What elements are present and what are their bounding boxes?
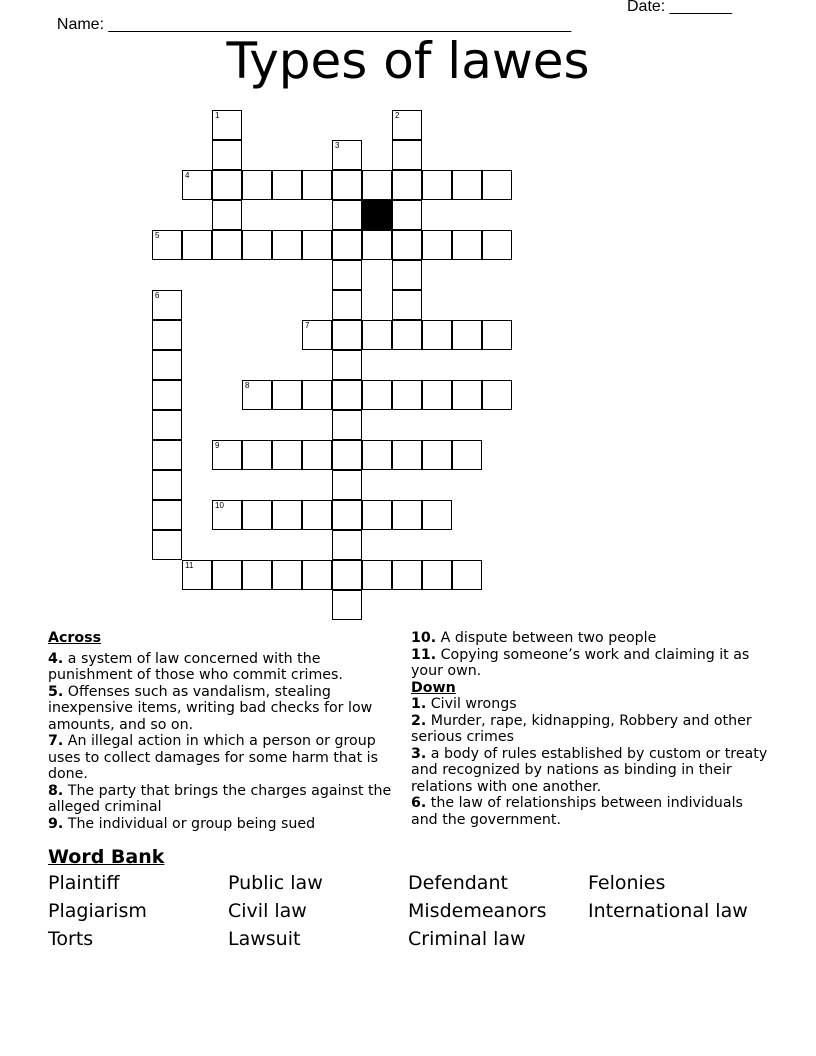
crossword-cell[interactable] [212, 440, 242, 470]
crossword-cell[interactable] [212, 500, 242, 530]
clues-right-column [411, 630, 771, 828]
crossword-cell[interactable] [152, 410, 182, 440]
clue-item [48, 783, 393, 816]
clue-number: 2 [395, 111, 400, 120]
word-bank-item: Plaintiff [48, 872, 120, 894]
crossword-cell[interactable] [332, 500, 362, 530]
crossword-cell[interactable] [242, 170, 272, 200]
crossword-cell[interactable] [182, 560, 212, 590]
clue-item [48, 816, 393, 833]
crossword-cell[interactable] [212, 170, 242, 200]
clue-item [411, 746, 771, 796]
clue-number: 3 [335, 141, 340, 150]
clue-item-number: 4. [48, 650, 64, 667]
clue-item-text: Copying someone’s work and claiming it as your own. [411, 646, 750, 679]
clue-item-number: 5. [48, 683, 64, 700]
clue-number: 8 [245, 381, 250, 390]
crossword-cell[interactable] [392, 320, 422, 350]
clue-item-text: The party that brings the charges against the alleged criminal [48, 782, 392, 815]
clue-number: 9 [215, 441, 220, 450]
crossword-cell[interactable] [182, 170, 212, 200]
clue-item [48, 733, 393, 783]
word-bank-item: Torts [48, 928, 94, 950]
crossword-cell[interactable] [212, 110, 242, 140]
crossword-cell[interactable] [272, 500, 302, 530]
crossword-cell[interactable] [392, 260, 422, 290]
clue-item-text: Offenses such as vandalism, stealing inexpensive items, writing bad checks for low amounts, and so on. [48, 683, 373, 733]
clue-item-text: the law of relationships between individuals and the government. [411, 795, 743, 828]
crossword-cell[interactable] [302, 230, 332, 260]
word-bank-item: International law [588, 900, 748, 922]
crossword-cell[interactable] [392, 440, 422, 470]
clue-number: 4 [185, 171, 190, 180]
name-blank[interactable]: ____________________________________________________ [108, 16, 572, 33]
crossword-cell[interactable] [332, 320, 362, 350]
crossword-cell[interactable] [242, 440, 272, 470]
clue-item [411, 647, 771, 680]
crossword-cell[interactable] [332, 380, 362, 410]
crossword-cell[interactable] [152, 440, 182, 470]
crossword-cell[interactable] [212, 560, 242, 590]
crossword-cell[interactable] [452, 560, 482, 590]
clue-item-number: 9. [48, 815, 64, 832]
word-bank-item: Public law [228, 872, 323, 894]
word-bank-title: Word Bank [48, 846, 165, 868]
crossword-cell[interactable] [332, 350, 362, 380]
crossword-cell[interactable] [422, 170, 452, 200]
clues-left-column [48, 630, 393, 832]
crossword-cell[interactable] [272, 560, 302, 590]
crossword-cell[interactable] [212, 140, 242, 170]
clue-number: 6 [155, 291, 160, 300]
crossword-cell[interactable] [392, 560, 422, 590]
page-title: Types of lawes [226, 32, 590, 90]
clue-item-text: Civil wrongs [426, 696, 517, 712]
crossword-cell[interactable] [272, 380, 302, 410]
crossword-cell[interactable] [392, 500, 422, 530]
crossword-cell[interactable] [452, 440, 482, 470]
crossword-cell[interactable] [302, 170, 332, 200]
down-clue-list [411, 696, 771, 828]
crossword-cell[interactable] [422, 440, 452, 470]
crossword-cell[interactable] [272, 230, 302, 260]
word-bank-item: Misdemeanors [408, 900, 547, 922]
crossword-cell[interactable] [452, 170, 482, 200]
crossword-cell[interactable] [242, 230, 272, 260]
down-heading: Down [411, 679, 456, 696]
word-bank-item: Felonies [588, 872, 666, 894]
crossword-cell[interactable] [152, 230, 182, 260]
crossword-cell[interactable] [452, 320, 482, 350]
clue-item [411, 795, 771, 828]
across-clue-list [48, 651, 393, 833]
word-bank-item: Defendant [408, 872, 508, 894]
crossword-cell[interactable] [332, 410, 362, 440]
clue-item [48, 651, 393, 684]
crossword-cell[interactable] [302, 440, 332, 470]
word-bank-item: Plagiarism [48, 900, 147, 922]
clue-item-number: 10. [411, 630, 437, 646]
crossword-cell[interactable] [362, 500, 392, 530]
crossword-cell[interactable] [212, 200, 242, 230]
crossword-cell[interactable] [302, 380, 332, 410]
clue-number: 10 [215, 501, 224, 510]
crossword-cell[interactable] [272, 170, 302, 200]
clue-item [411, 713, 771, 746]
crossword-cell[interactable] [332, 590, 362, 620]
name-label: Name: [56, 16, 109, 33]
clue-item [411, 630, 771, 647]
word-bank-item: Criminal law [408, 928, 526, 950]
crossword-cell[interactable] [362, 440, 392, 470]
crossword-cell[interactable] [392, 110, 422, 140]
date-blank[interactable]: _______ [669, 0, 732, 15]
crossword-cell[interactable] [392, 200, 422, 230]
crossword-cell[interactable] [332, 560, 362, 590]
crossword-cell[interactable] [152, 290, 182, 320]
crossword-cell[interactable] [152, 500, 182, 530]
crossword-cell[interactable] [152, 470, 182, 500]
clue-item-number: 1. [411, 696, 427, 712]
clue-item-number: 2. [411, 712, 427, 729]
clue-item-text: An illegal action in which a person or group uses to collect damages for some harm that is done. [48, 733, 378, 782]
word-bank-item: Civil law [228, 900, 307, 922]
crossword-cell[interactable] [362, 320, 392, 350]
clue-number: 11 [185, 561, 194, 570]
crossword-cell[interactable] [332, 530, 362, 560]
crossword-cell[interactable] [422, 230, 452, 260]
crossword-cell[interactable] [362, 560, 392, 590]
crossword-cell[interactable] [242, 560, 272, 590]
crossword-cell[interactable] [302, 560, 332, 590]
crossword-cell[interactable] [332, 140, 362, 170]
crossword-cell[interactable] [242, 500, 272, 530]
clue-item [411, 696, 771, 713]
crossword-cell[interactable] [152, 320, 182, 350]
clue-number: 5 [155, 231, 160, 240]
word-bank-item: Lawsuit [228, 928, 301, 950]
crossword-cell[interactable] [362, 170, 392, 200]
crossword-cell[interactable] [332, 230, 362, 260]
crossword-cell[interactable] [152, 530, 182, 560]
date-label: Date: [627, 0, 670, 15]
crossword-black-cell [362, 200, 392, 230]
crossword-cell[interactable] [452, 230, 482, 260]
crossword-cell[interactable] [392, 170, 422, 200]
crossword-cell[interactable] [332, 440, 362, 470]
crossword-cell[interactable] [332, 260, 362, 290]
clue-item-text: a body of rules established by custom or treaty and recognized by nations as binding in their relations with one another. [411, 745, 768, 795]
crossword-cell[interactable] [452, 380, 482, 410]
clue-number: 1 [215, 111, 220, 120]
crossword-cell[interactable] [482, 230, 512, 260]
crossword-cell[interactable] [242, 380, 272, 410]
crossword-cell[interactable] [302, 500, 332, 530]
clue-item-text: A dispute between two people [436, 630, 657, 646]
crossword-cell[interactable] [422, 320, 452, 350]
crossword-cell[interactable] [212, 230, 242, 260]
clue-item-text: Murder, rape, kidnapping, Robbery and other serious crimes [411, 712, 752, 745]
crossword-cell[interactable] [152, 380, 182, 410]
crossword-cell[interactable] [392, 140, 422, 170]
crossword-cell[interactable] [272, 440, 302, 470]
clue-number: 7 [305, 321, 310, 330]
crossword-cell[interactable] [422, 560, 452, 590]
crossword-cell[interactable] [422, 380, 452, 410]
crossword-cell[interactable] [182, 230, 212, 260]
clue-item-number: 3. [411, 745, 427, 762]
crossword-cell[interactable] [332, 290, 362, 320]
crossword-cell[interactable] [332, 470, 362, 500]
crossword-cell[interactable] [332, 170, 362, 200]
crossword-cell[interactable] [332, 200, 362, 230]
clue-item-number: 6. [411, 795, 427, 811]
crossword-cell[interactable] [392, 290, 422, 320]
crossword-cell[interactable] [482, 170, 512, 200]
crossword-cell[interactable] [482, 380, 512, 410]
crossword-cell[interactable] [422, 500, 452, 530]
crossword-cell[interactable] [302, 320, 332, 350]
crossword-cell[interactable] [392, 230, 422, 260]
clue-item [48, 684, 393, 734]
across-clue-list-continued [411, 630, 771, 680]
clue-item-number: 8. [48, 782, 64, 799]
clue-item-text: a system of law concerned with the punishment of those who commit crimes. [48, 650, 343, 683]
crossword-cell[interactable] [362, 230, 392, 260]
across-heading: Across [48, 630, 102, 646]
clue-item-number: 11. [411, 646, 437, 663]
crossword-cell[interactable] [362, 380, 392, 410]
clue-item-text: The individual or group being sued [63, 815, 316, 832]
clue-item-number: 7. [48, 733, 64, 749]
crossword-cell[interactable] [392, 380, 422, 410]
crossword-cell[interactable] [482, 320, 512, 350]
crossword-cell[interactable] [152, 350, 182, 380]
